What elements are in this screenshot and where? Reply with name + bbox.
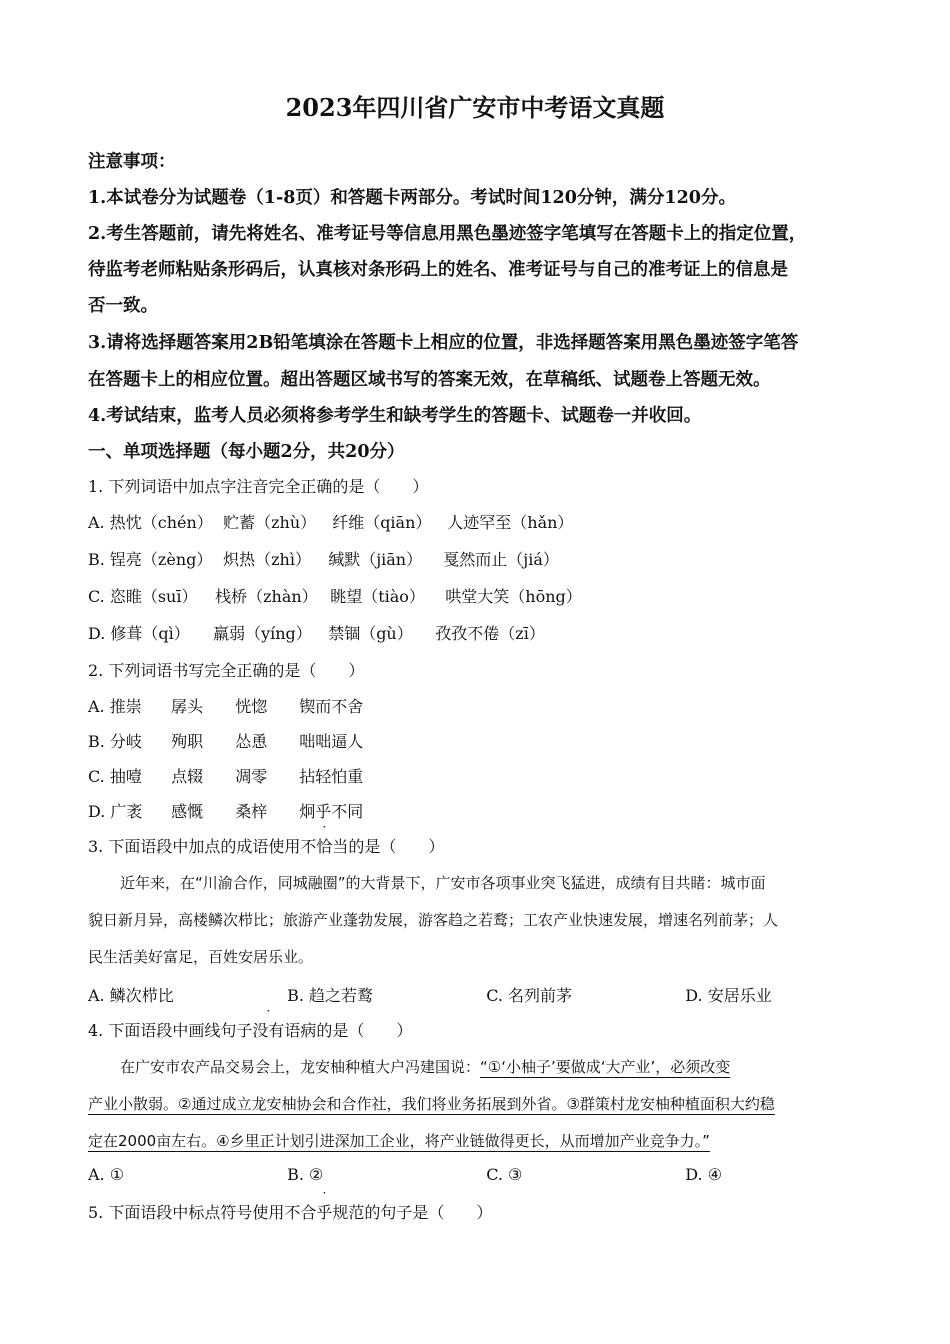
notice-item-2-line-3: 否一致。 <box>88 296 158 316</box>
option-word: 桑梓 <box>235 802 268 821</box>
option-word: 孱头 <box>171 697 204 716</box>
option-word: 人迹罕至（hǎn） <box>447 513 574 532</box>
question-4-passage-line-3: 定在2000亩左右。④乡里正计划引进深加工企业，将产业链做得更长，从而增加产业竞争力。” <box>88 1132 710 1150</box>
question-2-option-a <box>88 694 363 717</box>
option-word: 贮蓄（zhù） <box>223 513 317 532</box>
page-title: 2023年四川省广安市中考语文真题 <box>285 93 665 122</box>
question-3-options <box>88 983 772 1006</box>
option-word: B. 锃亮（zèng） <box>88 550 213 569</box>
emphasis-text: 没有 <box>252 1021 285 1040</box>
question-3-passage-line-1: 近年来，在“川渝合作，同城融圈”的大背景下，广安市各项事业突飞猛进，成绩有目共睹：城市面 <box>120 874 766 892</box>
option-a: A. ① <box>88 1165 125 1184</box>
section-heading-1: 一、单项选择题（每小题2分，共20分） <box>88 442 405 462</box>
option-c: C. 名列前茅 <box>486 986 573 1005</box>
question-2-option-d <box>88 799 363 822</box>
question-1-option-a <box>88 510 573 533</box>
option-word: 恍惚 <box>235 697 268 716</box>
emphasis-text: 不恰当 <box>300 837 349 856</box>
underlined-sentence: ③群策村龙安柚种植面积大约稳 <box>566 1095 775 1113</box>
notice-item-3-line-2: 在答题卡上的相应位置。超出答题区域书写的答案无效，在草稿纸、试题卷上答题无效。 <box>88 370 771 390</box>
question-2-option-c <box>88 764 363 787</box>
question-2-option-b <box>88 729 363 752</box>
option-word: 锲而不舍 <box>299 697 364 716</box>
option-word: 怂恿 <box>235 732 268 751</box>
question-1-option-b <box>88 547 559 570</box>
notice-heading: 注意事项： <box>88 152 176 172</box>
option-word: 点辍 <box>171 767 204 786</box>
option-word: 羸弱（yíng） <box>213 624 312 643</box>
question-1-option-d <box>88 621 545 644</box>
option-word: 纤维（qiān） <box>332 513 432 532</box>
notice-item-3-line-1: 3.请将选择题答案用2B铅笔填涂在答题卡上相应的位置，非选择题答案用黑色墨迹签字笔答 <box>88 333 799 353</box>
option-word: 炯乎不同 <box>299 802 364 821</box>
stem-text: 5. 下面语段中标点符号使用 <box>88 1203 285 1222</box>
option-word: 殉职 <box>171 732 204 751</box>
notice-item-2-line-2: 待监考老师粘贴条形码后，认真核对条形码上的姓名、准考证号与自己的准考证上的信息是 <box>88 260 788 280</box>
option-word: 哄堂大笑（hōng） <box>445 587 582 606</box>
option-word: D. 广袤 <box>88 802 143 821</box>
option-a: A. 鳞次栉比 <box>88 986 174 1005</box>
question-4-stem <box>88 1018 412 1041</box>
option-word: 戛然而止（jiá） <box>443 550 559 569</box>
stem-text: 的句子是（ ） <box>364 1203 493 1222</box>
option-word: 缄默（jiān） <box>328 550 423 569</box>
question-4-options <box>88 1165 722 1184</box>
notice-item-4: 4.考试结束，监考人员必须将参考学生和缺考学生的答题卡、试题卷一并收回。 <box>88 406 702 426</box>
question-3-stem <box>88 834 444 857</box>
stem-text: 语病的是（ ） <box>284 1021 413 1040</box>
option-word: 栈桥（zhàn） <box>215 587 318 606</box>
option-d: D. 安居乐业 <box>685 986 772 1005</box>
passage-text: 在广安市农产品交易会上，龙安柚种植大户冯建国说： <box>120 1058 481 1076</box>
option-word: 禁锢（gù） <box>328 624 413 643</box>
option-c: C. ③ <box>486 1165 523 1184</box>
question-3-passage-line-2: 貌日新月异，高楼鳞次栉比；旅游产业蓬勃发展，游客趋之若鹜；工农产业快速发展，增速名列前茅；人 <box>88 911 779 929</box>
underlined-sentence: ②通过成立龙安柚协会和合作社，我们将业务拓展到外省。 <box>178 1095 567 1113</box>
notice-item-2-line-1: 2.考生答题前，请先将姓名、准考证号等信息用黑色墨迹签字笔填写在答题卡上的指定位置， <box>88 224 807 244</box>
question-3-passage-line-3: 民生活美好富足，百姓安居乐业。 <box>88 948 314 966</box>
option-word: B. 分岐 <box>88 732 142 751</box>
option-word: 感慨 <box>171 802 204 821</box>
question-4-passage-line-1 <box>120 1056 730 1077</box>
stem-text: 的是（ ） <box>348 837 445 856</box>
option-b: B. ② <box>287 1165 324 1184</box>
option-word: 孜孜不倦（zī） <box>435 624 545 643</box>
option-b: B. 趋之若鹜 <box>287 986 374 1005</box>
option-word: C. 抽噎 <box>88 767 142 786</box>
option-word: 炽热（zhì） <box>223 550 311 569</box>
emphasis-text: · 不合乎规范 <box>284 1200 364 1223</box>
question-4-passage-line-2 <box>88 1093 775 1114</box>
underlined-sentence: “①‘小柚子’要做成‘大产业’，必须改变 <box>480 1058 731 1076</box>
stem-text: 3. 下面语段中加点的成语使用 <box>88 837 301 856</box>
question-5-stem <box>88 1200 492 1223</box>
option-word: C. 恣睢（suī） <box>88 587 198 606</box>
option-word: 咄咄逼人 <box>299 732 364 751</box>
option-word: 凋零 <box>235 767 268 786</box>
notice-item-1: 1.本试卷分为试题卷（1-8页）和答题卡两部分。考试时间120分钟，满分120分。 <box>88 188 736 208</box>
question-1-option-c <box>88 584 582 607</box>
option-word: 眺望（tiào） <box>330 587 425 606</box>
question-1-stem: 1. 下列词语中加点字注音完全正确的是（ ） <box>88 477 429 496</box>
option-word: A. 热忱（chén） <box>88 513 213 532</box>
option-word: A. 推崇 <box>88 697 142 716</box>
option-d: D. ④ <box>685 1165 723 1184</box>
stem-text: 4. 下面语段中画线句子 <box>88 1021 253 1040</box>
underlined-sentence: 产业小散弱。 <box>88 1095 179 1113</box>
question-2-stem: 2. 下列词语书写完全正确的是（ ） <box>88 661 365 680</box>
option-word: D. 修葺（qì） <box>88 624 190 643</box>
option-word: 拈轻怕重 <box>299 767 364 786</box>
